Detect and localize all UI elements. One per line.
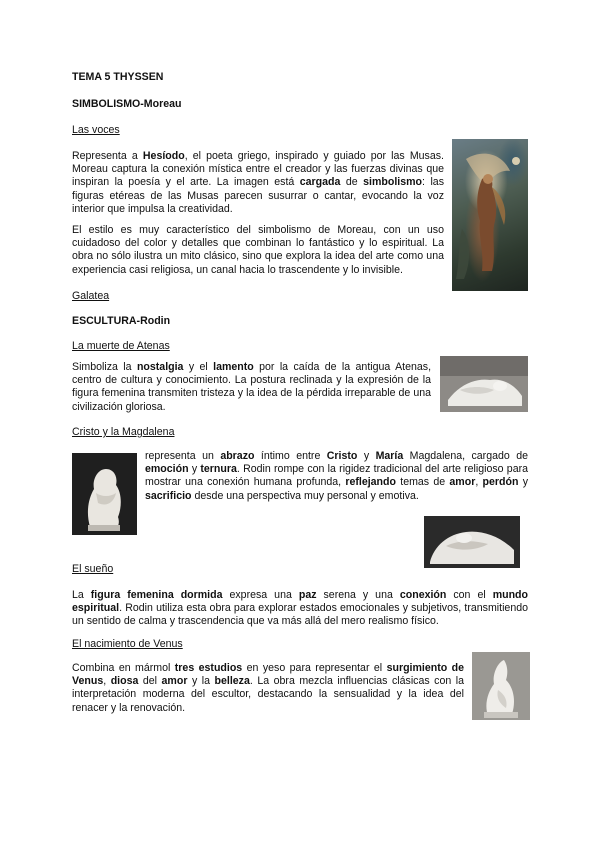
text-run: . Rodin rompe con la rigidez tradicional del arte religioso para mostrar una conexión humana profunda,: [145, 463, 529, 489]
text-run: y el: [183, 361, 214, 373]
sculpture-venus-graphic: [472, 652, 530, 720]
bold-text-run: ternura: [200, 463, 237, 476]
work-title-las-voces: Las voces: [72, 124, 120, 136]
text-run: representa un: [145, 450, 221, 462]
paragraph-las-voces-1: [72, 150, 444, 216]
work-title-cristo-magdalena: Cristo y la Magdalena: [72, 426, 175, 438]
bold-text-run: mundo espiritual: [72, 589, 528, 615]
painting-figures-graphic: [452, 139, 528, 291]
sculpture-cristo-magdalena-image: [72, 453, 137, 535]
bold-text-run: amor: [449, 476, 476, 489]
text-run: y: [518, 476, 528, 489]
doc-title: TEMA 5 THYSSEN: [72, 71, 164, 83]
bold-text-run: emoción: [145, 463, 189, 476]
text-run: por la caída de la antigua Atenas, centro de cultura y conocimiento. La postura reclinada y la expresión de la figura femenina transmiten tristeza y la idea de la pérdida irreparable de una civilización gloriosa.: [72, 361, 432, 413]
bold-text-run: conexión: [399, 589, 447, 601]
text-run: desde una perspectiva muy personal y emotiva.: [191, 489, 419, 502]
bold-text-run: sacrificio: [145, 489, 192, 502]
text-run: temas de: [395, 476, 450, 489]
text-run: . Rodin utiliza esta obra para explorar estados emocionales y subjetivos, transmitiendo un sentido de calma y trascendencia que va más allá del mero realismo físico.: [72, 602, 528, 628]
paragraph-el-sueno: [72, 589, 528, 629]
paragraph-muerte-atenas: [72, 361, 431, 414]
text-run: en yeso para representar el: [242, 662, 387, 674]
sculpture-sleeping-graphic: [424, 516, 520, 568]
paragraph-nacimiento-venus: [72, 662, 464, 715]
bold-text-run: diosa: [110, 675, 139, 688]
text-run: : las figuras etéreas de las Musas parecen susurrar o cantar, evocando la voz interior que impulsa la creatividad.: [72, 176, 444, 215]
text-run: expresa una: [222, 589, 299, 601]
text-run: serena y una: [316, 589, 400, 601]
work-title-el-sueno: El sueño: [72, 563, 114, 575]
bold-text-run: María: [375, 450, 404, 462]
text-run: . La obra mezcla influencias clásicas con la interpretación moderna del escultor, destacando la sensualidad y la idea del renacer y la renovación.: [72, 675, 465, 714]
sculpture-embrace-graphic: [72, 453, 137, 535]
work-title-muerte-atenas: La muerte de Atenas: [72, 340, 170, 352]
text-run: de: [340, 176, 364, 189]
text-run: y: [357, 450, 376, 462]
sculpture-el-sueno-image: [424, 516, 520, 568]
painting-hesiodo-image: [452, 139, 528, 291]
text-run: , el poeta griego, inspirado y guiado por las Musas. Moreau captura la conexión mística entre el creador y las fuerzas divinas que inspiran la poesía y el arte. La imagen está: [72, 150, 444, 189]
bold-text-run: cargada: [299, 176, 341, 189]
sculpture-muerte-atenas-image: [440, 356, 528, 412]
bold-text-run: surgimiento de Venus: [72, 662, 464, 688]
text-run: Combina en mármol: [72, 662, 175, 674]
paragraph-cristo-magdalena: [145, 450, 528, 503]
bold-text-run: simbolismo: [363, 176, 423, 189]
text-run: La: [72, 589, 91, 601]
bold-text-run: nostalgia: [136, 361, 184, 373]
section-heading-escultura: ESCULTURA-Rodin: [72, 315, 171, 327]
sculpture-nacimiento-venus-image: [472, 652, 530, 720]
section-heading-simbolismo: SIMBOLISMO-Moreau: [72, 98, 182, 110]
bold-text-run: reflejando: [345, 476, 396, 489]
bold-text-run: Hesíodo: [142, 150, 185, 162]
text-run: Representa a: [72, 150, 143, 162]
work-title-galatea: Galatea: [72, 290, 110, 302]
work-title-nacimiento-venus: El nacimiento de Venus: [72, 638, 183, 650]
bold-text-run: paz: [298, 589, 317, 601]
text-run: Simboliza la: [72, 361, 137, 373]
bold-text-run: amor: [161, 675, 188, 688]
text-run: y: [188, 463, 201, 476]
sculpture-reclining-graphic: [440, 356, 528, 412]
bold-text-run: Cristo: [326, 450, 358, 462]
bold-text-run: lamento: [213, 361, 254, 373]
bold-text-run: figura femenina dormida: [90, 589, 223, 601]
bold-text-run: belleza: [214, 675, 250, 688]
text-run: del: [138, 675, 162, 688]
text-run: con el: [446, 589, 493, 601]
bold-text-run: tres estudios: [174, 662, 243, 674]
text-run: Magdalena, cargado de: [403, 450, 528, 462]
text-run: íntimo entre: [254, 450, 327, 462]
text-run: ,: [475, 476, 483, 489]
paragraph-las-voces-2: El estilo es muy característico del simbolismo de Moreau, con un uso cuidadoso del color y detalles que combinan lo fantástico y lo espiritual. La obra no sólo ilustra un mito clásico, sino que explora la idea del arte como una experiencia casi religiosa, un canal hacia lo trascendente y lo invisible.: [72, 224, 444, 276]
bold-text-run: perdón: [482, 476, 519, 489]
bold-text-run: abrazo: [220, 450, 255, 462]
text-run: ,: [103, 675, 111, 688]
text-run: y la: [187, 675, 215, 688]
